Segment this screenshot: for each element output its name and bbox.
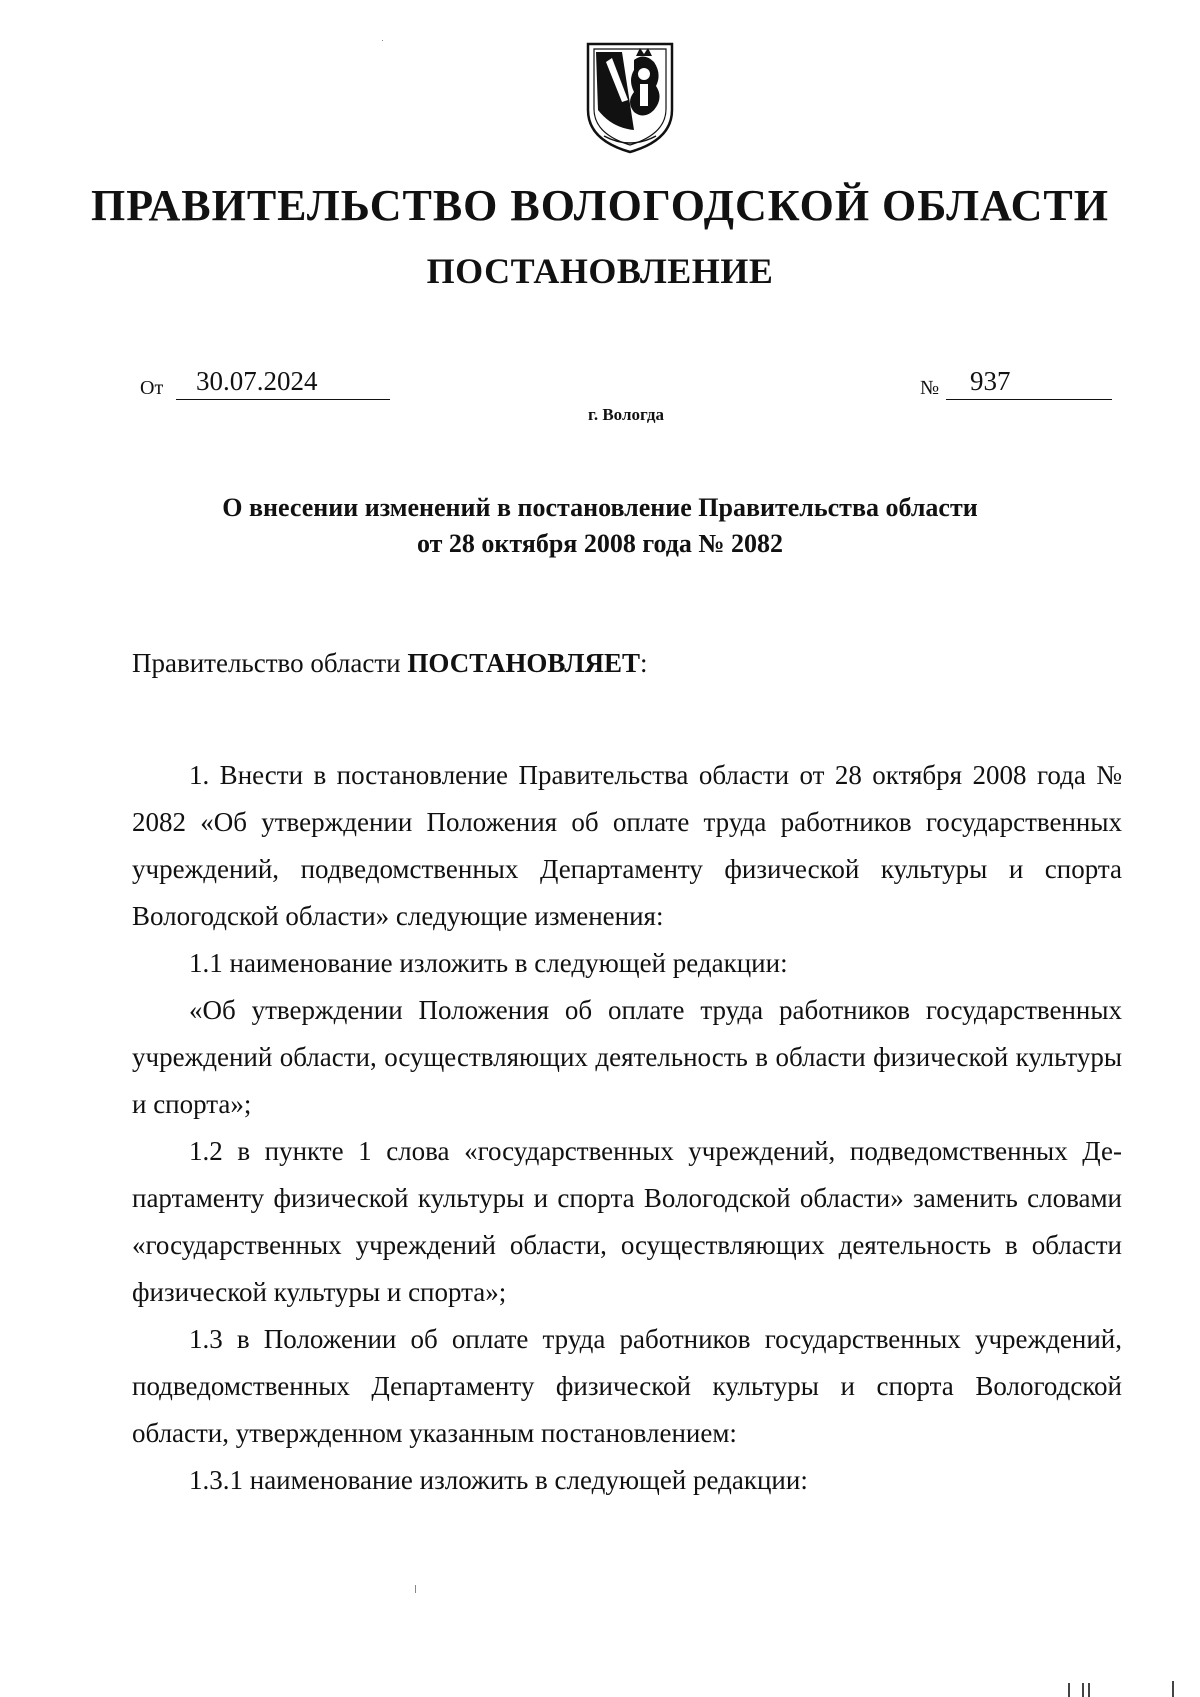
city-label: г. Вологда [588, 405, 664, 424]
paragraph-1-2: 1.2 в пункте 1 слова «государственных учреждений, подведомственных Департаменту физической культуры и спорта Вологодской области» заменить словами «государственных учреждений области, осуществляющих деятельность в области физической культуры и спорта»; [132, 1136, 1122, 1307]
preamble-suffix: : [639, 648, 648, 678]
document-body [132, 752, 1122, 1504]
number-prefix: № [920, 377, 940, 399]
scan-speck [415, 1585, 416, 1593]
paragraph-1-1: 1.1 наименование изложить в следующей редакции: [189, 948, 788, 978]
preamble-text: Правительство области [132, 648, 408, 678]
document-subject [0, 490, 1200, 562]
document-date: 30.07.2024 [176, 363, 390, 400]
paragraph-1-1-text: «Об утверждении Положения об оплате труда работников государственных учреждений области, осуществляющих деятельность в области физической культуры и спорта»; [132, 995, 1122, 1119]
document-type-title: ПОСТАНОВЛЕНИЕ [426, 251, 774, 291]
vologda-coat-of-arms-icon [582, 40, 678, 156]
date-prefix: От [140, 377, 164, 399]
organization-title: ПРАВИТЕЛЬСТВО ВОЛОГОДСКОЙ ОБЛАСТИ [91, 181, 1109, 230]
preamble [132, 648, 648, 679]
paragraph-1: 1. Внести в постановление Правительства области от 28 октября 2008 года № 2082 «Об утверждении Положения об оплате труда работников государственных учреждений, подведомственных Департаменту физической культуры и спорта Вологодской области» следующие изменения: [132, 760, 1122, 931]
paragraph-1-3-1: 1.3.1 наименование изложить в следующей редакции: [189, 1465, 808, 1495]
scan-edge-mark [1082, 1683, 1084, 1697]
scan-edge-mark [1172, 1681, 1174, 1697]
preamble-emphasis: ПОСТАНОВЛЯЕТ [407, 648, 640, 678]
paragraph-1-3: 1.3 в Положении об оплате труда работников государственных учреждений, подведомственных Департаменту физической культуры и спорта Вологодской области, утвержденном указанным постановлением: [132, 1324, 1122, 1448]
scan-speck [382, 40, 383, 41]
subject-line-1: О внесении изменений в постановление Правительства области [222, 493, 978, 522]
subject-line-2: от 28 октября 2008 года № 2082 [416, 529, 784, 558]
document-number: 937 [946, 363, 1112, 400]
scan-edge-mark [1088, 1683, 1090, 1697]
scan-edge-mark [1068, 1683, 1070, 1697]
